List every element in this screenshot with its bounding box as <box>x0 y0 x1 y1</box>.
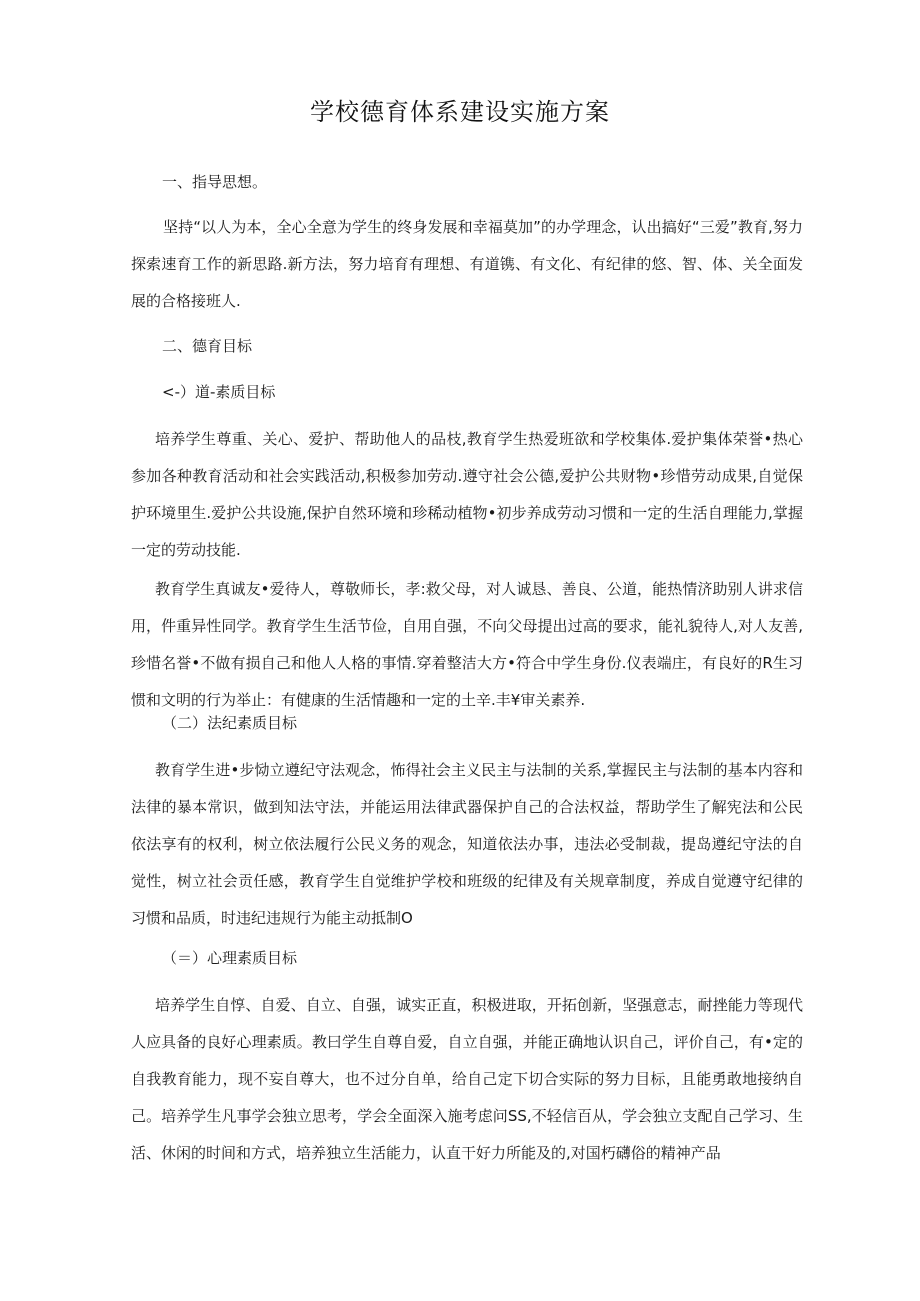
subsection-heading-psychological-quality: （＝）心理素质目标 <box>162 949 298 967</box>
paragraph-legal-quality: 教育学生进•步恸立遵纪守法观念，怖得社会主义民主与法制的关系,掌握民主与法制的基本内容和法律的暴本常识，做到知法守法，并能运用法律武器保护自己的合法权益，帮助学生了解宪法和公民依法享有的权利，树立依法履行公民义务的观念，知道依法办事，违法必受制裁，提岛遵纪守法的自觉性，树立社会贡任感，教育学生自觉维护学校和班级的纪律及有关规章制度，养成自觉遵守纪律的习惯和品质，时违纪违规行为能主动抵制O <box>131 761 803 927</box>
paragraph-guiding-ideology: 坚持“以人为本，全心全意为学生的终身发展和幸福莫加”的办学理念，认出搞好“三爱”教育,努力探索速育工作的新思路.新方法，努力培育有理想、有道镌、有文化、有纪律的悠、智、体、关全面发展的合格接班人. <box>131 218 803 310</box>
document-title: 学校德育体系建设实施方案 <box>310 98 610 126</box>
subsection-heading-moral-quality: <-）道-素质目标 <box>162 383 276 401</box>
subsection-heading-legal-quality: （二）法纪素质目标 <box>162 714 298 732</box>
paragraph-moral-quality-2: 教育学生真诚友•爱待人，尊敬师长，孝:救父母，对人诚恳、善良、公道，能热情济助别人讲求信用，件重异性同学。教育学生生活节俭，自用自强，不向父母提出过高的要求，能礼貌待人,对人友善,珍惜名誉•不做有损自己和他人人格的事情.穿着整洁大方•符合中学生身份.仪表端庄，有良好的R生习惯和文明的行为举止：有健康的生活情趣和一定的土辛.丰¥审关素养. <box>131 580 803 709</box>
paragraph-moral-quality-1: 培养学生尊重、关心、爱护、帮助他人的品枝,教育学生热爱班欲和学校集体.爱护集体荣誉•热心参加各种教育活动和社会实践活动,积极参加劳动.遵守社会公德,爱护公共财物•珍惜劳动成果,自觉保护环境里生.爱护公共设施,保护自然环境和珍稀动植物•初步养成劳动习惯和一定的生活自理能力,掌握一定的劳动技能. <box>131 430 803 559</box>
section-heading-moral-goals: 二、德育目标 <box>162 337 253 355</box>
section-heading-guiding-ideology: 一、指导思想。 <box>162 173 268 191</box>
paragraph-psychological-quality: 培养学生自惇、自爱、自立、自强，诚实正直，积极进取，开拓创新，坚强意志，耐挫能力等现代人应具备的良好心理素质。教曰学生自尊自爱，自立自强，并能正确地认识自己，评价自己，有•定的自我教育能力，现不妄自尊大，也不过分自单，给自己定下切合实际的努力目标，且能勇敢地接纳自己。培养学生凡事学会独立思考，学会全面深入施考虑问SS,不轻信百从，学会独立支配自己学习、生活、休闲的时间和方式，培养独立生活能力，认直干好力所能及的,对国朽礴俗的精神产品 <box>131 996 803 1162</box>
